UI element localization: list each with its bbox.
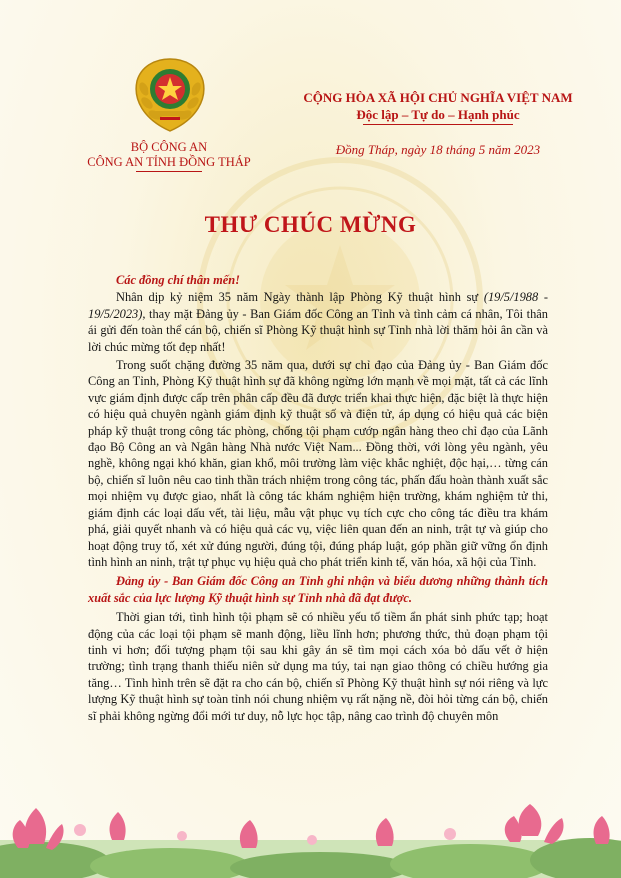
greeting: Các đồng chí thân mến! <box>116 273 240 287</box>
police-emblem-icon <box>131 55 209 135</box>
paragraph-1-lead: Nhân dịp kỷ niệm 35 năm Ngày thành lập Phòng Kỹ thuật hình sự <box>116 290 484 305</box>
letter-title: THƯ CHÚC MỪNG <box>204 212 417 237</box>
place-date: Đồng Tháp, ngày 18 tháng 5 năm 2023 <box>335 142 541 157</box>
nation-motto: Độc lập – Tự do – Hạnh phúc <box>356 107 520 122</box>
national-motto <box>282 90 594 125</box>
lotus-flowers-icon <box>0 800 621 878</box>
paragraph-2: Trong suốt chặng đường 35 năm qua, dưới sự chỉ đạo của Đảng ủy - Ban Giám đốc Công an Tỉnh, Phòng Kỹ thuật hình sự đã không ngừng lớn mạnh về mọi mặt, tất cả các lĩnh vực giám định được cấp trên phân cấp đều đã được triển khai thực hiện, đặc biệt là thực hiện có hiệu quả chuyên ngành giám định kỹ thuật số và điện tử, áp dụng có hiệu quả các biện pháp kỹ thuật trong công tác phòng, chống tội phạm cướp ngân hàng theo chỉ đạo của Lãnh đạo Bộ Công an và Ngân hàng Nhà nước Việt Nam... Đồng thời, với lòng yêu ngành, yêu nghề, không ngại khó khăn, gian khổ, môi trường làm việc khắc nghiệt, độc hại,… từng cán bộ, chiến sĩ luôn nêu cao tinh thần trách nhiệm trong công tác, phấn đấu hoàn thành xuất sắc mọi nhiệm vụ được giao, nhất là công tác khám nghiệm hiện trường, khám nghiệm tử thi, giám định các loại dấu vết, tài liệu, mẫu vật phục vụ tích cực cho công tác điều tra khám phá, giải quyết nhanh và có hiệu quả các vụ, việc liên quan đến an ninh, trật tự và giúp cho hoạt động truy tố, xét xử đúng người, đúng tội, đúng pháp luật, góp phần giữ vững ổn định tình hình an ninh, trật tự phục vụ hiệu quả cho phát triển kinh tế, văn hóa, xã hội của Tỉnh. <box>88 358 548 569</box>
paragraph-3-commendation: Đảng ủy - Ban Giám đốc Công an Tỉnh ghi nhận và biểu dương những thành tích xuất sắc của lực lượng Kỹ thuật hình sự Tỉnh nhà đã đạt được. <box>88 574 548 605</box>
anniversary-dates: (19/5/1988 - 19/5/2023) <box>88 290 549 321</box>
paragraph-1-rest: , thay mặt Đảng ủy - Ban Giám đốc Công an Tỉnh và tình cảm cá nhân, Tôi thân ái gửi đến toàn thể cán bộ, chiến sĩ Phòng Kỹ thuật hình sự Tỉnh nhà lời thăm hỏi ân cần và lời chúc mừng tốt đẹp nhất! <box>88 306 548 354</box>
letter-body <box>88 272 548 724</box>
org-underline <box>136 171 202 172</box>
nation-name: CỘNG HÒA XÃ HỘI CHỦ NGHĨA VIỆT NAM <box>303 90 573 105</box>
issuing-organization <box>64 140 274 172</box>
paragraph-1 <box>88 289 548 355</box>
paragraph-4: Thời gian tới, tình hình tội phạm sẽ có nhiều yếu tố tiềm ẩn phát sinh phức tạp; hoạt động của các loại tội phạm sẽ manh động, liều lĩnh hơn; phương thức, thủ đoạn phạm tội tinh vi hơn; đối tượng phạm tội sau khi gây án sẽ tìm mọi cách xóa bỏ dấu vết ở hiện trường; tình trạng thanh thiếu niên sử dụng ma túy, tai nạn giao thông có chiều hướng gia tăng… Tình hình trên sẽ đặt ra cho cán bộ, chiến sĩ Phòng Kỹ thuật hình sự nói riêng và lực lượng Kỹ thuật hình sự toàn tỉnh nói chung nhiệm vụ rất nặng nề, đòi hỏi từng cán bộ, chiến sĩ phải không ngừng đổi mới tư duy, nỗ lực học tập, nâng cao trình độ chuyên môn <box>88 610 548 723</box>
org-line-province-police: CÔNG AN TỈNH ĐỒNG THÁP <box>87 155 251 169</box>
org-line-ministry: BỘ CÔNG AN <box>130 140 208 154</box>
motto-underline <box>363 124 513 125</box>
